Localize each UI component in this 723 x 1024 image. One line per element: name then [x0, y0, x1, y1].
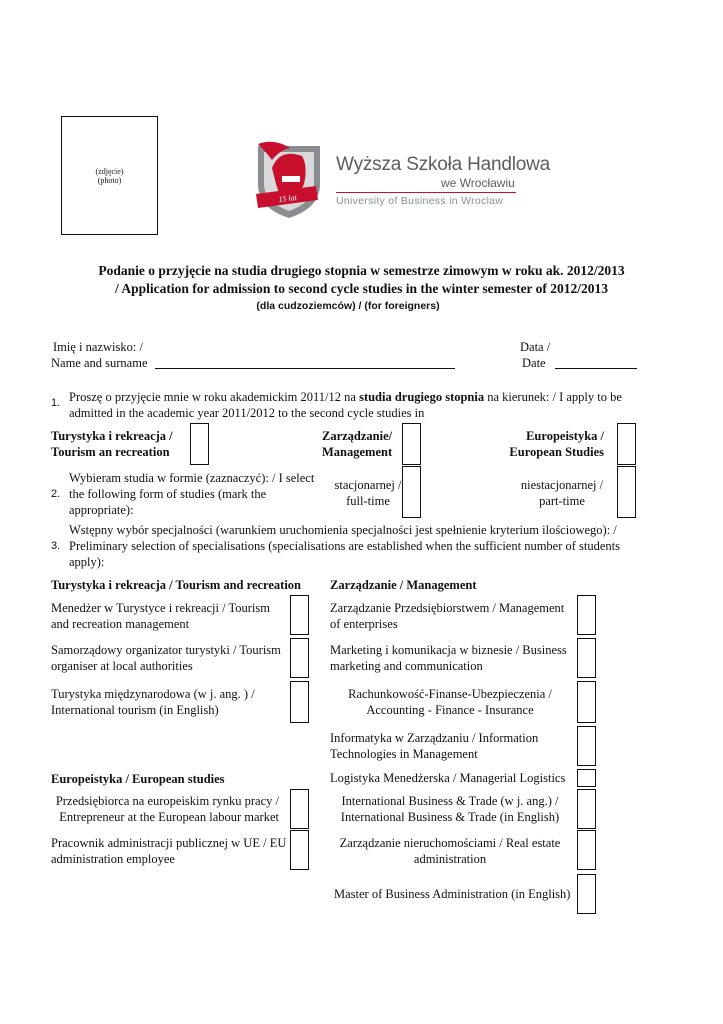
subtitle: (dla cudzoziemców) / (for foreigners)	[256, 300, 440, 312]
spec-management-item: Zarządzanie Przedsiębiorstwem / Management of enterprises	[330, 601, 565, 631]
logo-city: we Wrocławiu	[441, 176, 515, 190]
title-english: / Application for admission to second cycle studies in the winter semester of 2012/2013	[114, 281, 609, 296]
q2-option-parttime: niestacjonarnej / part-time	[520, 478, 604, 508]
european-heading: Europeistyka / European studies	[51, 772, 225, 786]
spec-european-item: Pracownik administracji publicznej w UE / EU administration employee	[51, 836, 287, 866]
q3-text: Wstępny wybór specjalności (warunkiem uruchomienia specjalności jest spełnienie kryterium ilościowego): / Preliminary selection of specialisations (specialisations are established when the sufficient number of students apply):	[69, 523, 621, 569]
name-label-pl: Imię i nazwisko: /	[53, 340, 143, 354]
spec-european-checkbox[interactable]	[290, 789, 309, 829]
spec-management-checkbox[interactable]	[577, 789, 596, 829]
q1-text-line2: admitted in the academic year 2011/2012 to the second cycle studies in	[69, 406, 425, 420]
q1-checkbox-management[interactable]	[402, 423, 421, 465]
spec-management-checkbox[interactable]	[577, 638, 596, 678]
spec-management-item: Informatyka w Zarządzaniu / Information Technologies in Management	[330, 731, 539, 761]
spec-european-item: Przedsiębiorca na europeiskim rynku pracy / Entrepreneur at the European labour market	[55, 794, 279, 824]
management-heading: Zarządzanie / Management	[330, 578, 477, 592]
spec-tourism-item: Turystyka międzynarodowa (w j. ang. ) / International tourism (in English)	[51, 687, 255, 717]
logo-name: Wyższa Szkoła Handlowa	[336, 154, 551, 175]
spec-european-checkbox[interactable]	[290, 830, 309, 870]
spec-tourism-item: Samorządowy organizator turystyki / Tourism organiser at local authorities	[51, 643, 281, 673]
q1-text: Proszę o przyjęcie mnie w roku akademickim 2011/12 na studia drugiego stopnia na kierunek: / I apply to be	[69, 390, 622, 404]
logo-divider	[336, 192, 516, 193]
university-logo	[250, 138, 551, 228]
q1-checkbox-european[interactable]	[617, 423, 636, 465]
spec-tourism-checkbox[interactable]	[290, 638, 309, 678]
q2-checkbox-parttime[interactable]	[617, 466, 636, 518]
photo-label-en: (photo)	[97, 176, 122, 185]
spec-management-checkbox[interactable]	[577, 681, 596, 723]
name-label-en: Name and surname	[51, 356, 148, 370]
q1-checkbox-tourism[interactable]	[190, 423, 209, 465]
q2-text: Wybieram studia w formie (zaznaczyć): / I select the following form of studies (mark the appropriate):	[69, 471, 315, 517]
spec-tourism-checkbox[interactable]	[290, 595, 309, 635]
spec-management-checkbox[interactable]	[577, 874, 596, 914]
title-polish: Podanie o przyjęcie na studia drugiego stopnia w semestrze zimowym w roku ak. 2012/2013	[98, 263, 625, 278]
name-input-line[interactable]	[155, 368, 455, 369]
spec-management-item: Master of Business Administration (in English)	[334, 887, 571, 901]
spec-management-item: Rachunkowość-Finanse-Ubezpieczenia / Accounting - Finance - Insurance	[348, 687, 552, 717]
spec-management-item: Marketing i komunikacja w biznesie / Business marketing and communication	[330, 643, 567, 673]
q1-option-tourism: Turystyka i rekreacja / Tourism an recreation	[51, 429, 173, 459]
date-label-en: Date	[522, 356, 546, 370]
spec-management-checkbox[interactable]	[577, 595, 596, 635]
q1-option-european: Europeistyka / European Studies	[509, 429, 604, 459]
date-input-line[interactable]	[555, 368, 637, 369]
spec-tourism-checkbox[interactable]	[290, 681, 309, 723]
helmet-emblem-icon	[250, 138, 328, 220]
spec-management-checkbox[interactable]	[577, 830, 596, 870]
q2-checkbox-fulltime[interactable]	[402, 466, 421, 518]
q2-option-fulltime: stacjonarnej / full-time	[334, 478, 402, 508]
photo-placeholder	[61, 116, 158, 235]
q1-number: 1.	[51, 397, 61, 409]
date-label-pl: Data /	[520, 340, 551, 354]
spec-management-item: International Business & Trade (w j. ang.) / International Business & Trade (in English)	[340, 794, 560, 824]
q3-number: 3.	[51, 540, 61, 552]
photo-label-pl: (zdjęcie)	[95, 167, 124, 176]
q2-number: 2.	[51, 488, 61, 500]
q1-option-management: Zarządzanie/ Management	[322, 429, 393, 459]
spec-management-item: Zarządzanie nieruchomościami / Real estate administration	[339, 836, 561, 866]
logo-ribbon-text: 15 lat	[277, 192, 298, 205]
tourism-heading: Turystyka i rekreacja / Tourism and recreation	[51, 578, 302, 592]
spec-management-checkbox[interactable]	[577, 769, 596, 787]
spec-tourism-item: Menedżer w Turystyce i rekreacji / Tourism and recreation management	[51, 601, 270, 631]
spec-management-item: Logistyka Menedżerska / Managerial Logistics	[330, 771, 566, 785]
logo-english: University of Business in Wroclaw	[336, 195, 504, 207]
spec-management-checkbox[interactable]	[577, 726, 596, 766]
